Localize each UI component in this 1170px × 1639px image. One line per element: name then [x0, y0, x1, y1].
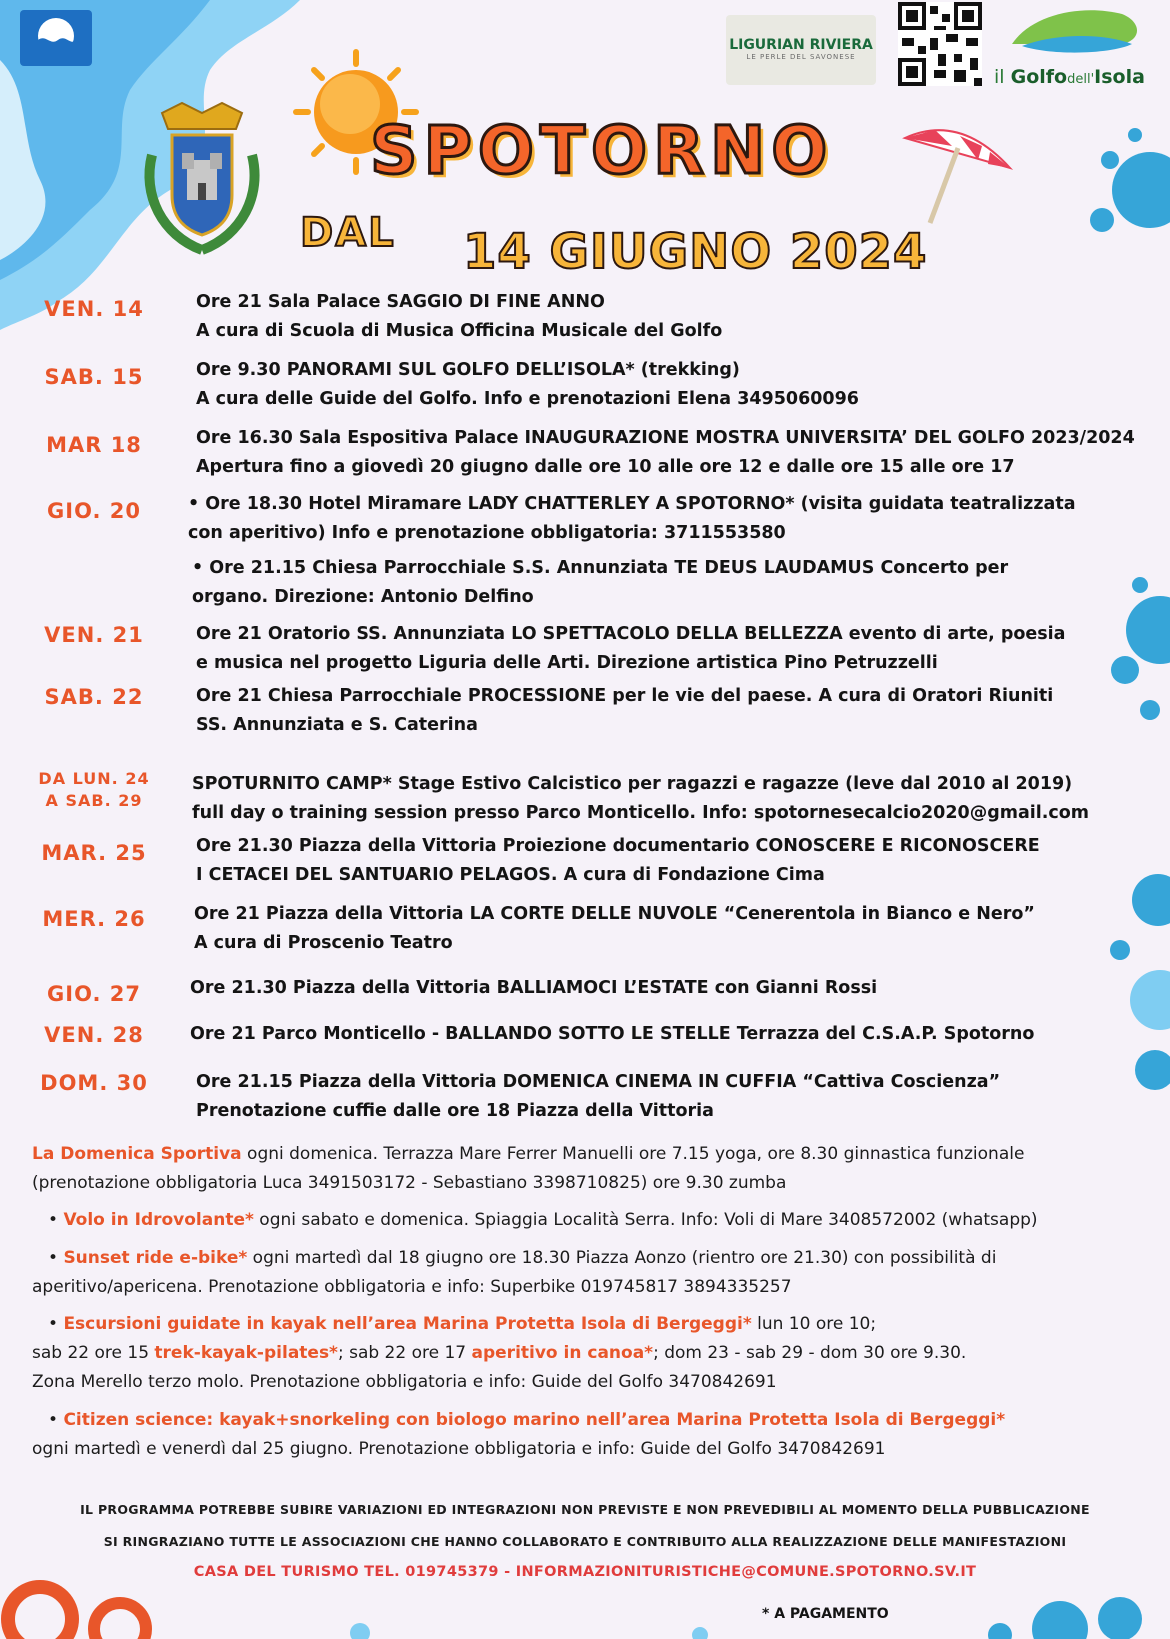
ligurian-riviera-subtitle: LE PERLE DEL SAVONESE: [746, 53, 856, 61]
sunset-info: [32, 1244, 1162, 1302]
event-description: [188, 490, 1138, 548]
event-line: Ore 21.30 Piazza della Vittoria Proiezione documentario CONOSCERE E RICONOSCERE: [196, 836, 1040, 856]
event-line: e musica nel progetto Liguria delle Arti. Direzione artistica Pino Petruzzelli: [196, 653, 938, 673]
event-day: SAB. 22: [44, 685, 144, 709]
event-description: [196, 620, 1146, 678]
page-title: SPOTORNO: [370, 112, 834, 189]
golfo-isola-logo: [992, 4, 1162, 90]
event-line: SPOTURNITO CAMP* Stage Estivo Calcistico per ragazzi e ragazze (leve dal 2010 al 2019): [192, 774, 1073, 794]
event-line: SS. Annunziata e S. Caterina: [196, 715, 478, 735]
volo-info: [48, 1206, 1170, 1235]
event-line: Ore 21.15 Piazza della Vittoria DOMENICA CINEMA IN CUFFIA “Cattiva Coscienza”: [196, 1072, 1001, 1092]
bullet-icon: •: [48, 1410, 59, 1430]
bullet-icon: •: [48, 1248, 59, 1268]
event-day: MAR 18: [46, 433, 142, 457]
event-description: [196, 288, 1146, 346]
event-line: Ore 9.30 PANORAMI SUL GOLFO DELL’ISOLA* (trekking): [196, 360, 740, 380]
citizen-title: Citizen science: kayak+snorkeling con biologo marino nell’area Marina Protetta Isola di Bergeggi*: [63, 1410, 1006, 1430]
kayak-title: Escursioni guidate in kayak nell’area Marina Protetta Isola di Bergeggi*: [63, 1314, 752, 1334]
event-line: Ore 16.30 Sala Espositiva Palace INAUGURAZIONE MOSTRA UNIVERSITA’ DEL GOLFO 2023/2024: [196, 428, 1135, 448]
blue-flag-icon: [20, 10, 92, 66]
coat-of-arms-icon: [132, 95, 272, 260]
volo-text: ogni sabato e domenica. Spiaggia Località Serra. Info: Voli di Mare 3408572002 (whatsapp): [253, 1210, 1038, 1230]
payment-note: * A PAGAMENTO: [762, 1606, 889, 1622]
event-day: GIO. 20: [47, 499, 141, 523]
event-description: [196, 682, 1146, 740]
event-day: VEN. 21: [44, 623, 144, 647]
event-line: con aperitivo) Info e prenotazione obbligatoria: 3711553580: [188, 523, 786, 543]
beach-umbrella-icon: [900, 118, 1020, 228]
event-day: DOM. 30: [40, 1071, 148, 1095]
event-line: Ore 21 Piazza della Vittoria LA CORTE DELLE NUVOLE “Cenerentola in Bianco e Nero”: [194, 904, 1035, 924]
event-line: Ore 21 Chiesa Parrocchiale PROCESSIONE per le vie del paese. A cura di Oratori Riuniti: [196, 686, 1054, 706]
golfo-logo-isola: Isola: [1094, 66, 1145, 88]
event-line: Ore 21 Oratorio SS. Annunziata LO SPETTACOLO DELLA BELLEZZA evento di arte, poesia: [196, 624, 1066, 644]
kayak-info: [32, 1310, 1162, 1397]
sunset-text: ogni martedì dal 18 giugno ore 18.30 Piazza Aonzo (rientro ore 21.30) con possibilità di: [247, 1248, 997, 1268]
golfo-logo-dell: dell': [1067, 72, 1095, 87]
sport-title: La Domenica Sportiva: [32, 1144, 242, 1164]
event-line: Apertura fino a giovedì 20 giugno dalle ore 10 alle ore 12 e dalle ore 15 alle ore 17: [196, 457, 1015, 477]
ligurian-riviera-logo: [726, 15, 876, 85]
kayak-text: lun 10 ore 10;: [751, 1314, 877, 1334]
event-description: [196, 832, 1146, 890]
event-line: Ore 21 Parco Monticello - BALLANDO SOTTO LE STELLE Terrazza del C.S.A.P. Spotorno: [190, 1024, 1035, 1044]
citizen-info: [32, 1406, 1162, 1464]
aperitivo-canoa: aperitivo in canoa*: [471, 1343, 654, 1363]
disclaimer: IL PROGRAMMA POTREBBE SUBIRE VARIAZIONI ED INTEGRAZIONI NON PREVISTE E NON PREVEDIBILI AL MOMENTO DELLA PUBBLICAZIONE: [80, 1502, 1090, 1517]
sunset-text-2: aperitivo/apericena. Prenotazione obbligatoria e info: Superbike 019745817 3894335257: [32, 1277, 792, 1297]
contact-info[interactable]: CASA DEL TURISMO TEL. 019745379 - INFORMAZIONITURISTICHE@COMUNE.SPOTORNO.SV.IT: [193, 1564, 977, 1580]
sport-text: ogni domenica. Terrazza Mare Ferrer Manuelli ore 7.15 yoga, ore 8.30 ginnastica funzionale: [241, 1144, 1025, 1164]
event-description: [196, 1068, 1146, 1126]
golfo-logo-golfo: Golfo: [1010, 66, 1068, 88]
kayak-text-3: Zona Merello terzo molo. Prenotazione obbligatoria e info: Guide del Golfo 3470842691: [32, 1372, 777, 1392]
sport-text-2: (prenotazione obbligatoria Luca 3491503172 - Sebastiano 3398710825) ore 9.30 zumba: [32, 1173, 787, 1193]
event-line: A cura delle Guide del Golfo. Info e prenotazioni Elena 3495060096: [196, 389, 859, 409]
event-line: A cura di Scuola di Musica Officina Musicale del Golfo: [196, 321, 723, 341]
event-line: A cura di Proscenio Teatro: [194, 933, 453, 953]
kayak-pilates-link: trek-kayak-pilates*: [154, 1343, 338, 1363]
event-day: VEN. 28: [44, 1023, 144, 1047]
event-description: [194, 900, 1144, 958]
title-dal: DAL: [300, 210, 396, 256]
qr-code-icon[interactable]: [898, 2, 982, 86]
event-line: I CETACEI DEL SANTUARIO PELAGOS. A cura di Fondazione Cima: [196, 865, 825, 885]
event-day: MAR. 25: [41, 841, 147, 865]
title-date: 14 GIUGNO 2024: [463, 224, 928, 280]
golfo-logo-il: il: [994, 66, 1011, 88]
sunset-title: Sunset ride e-bike*: [63, 1248, 248, 1268]
event-day: MER. 26: [42, 907, 146, 931]
blue-flag-logo: [20, 10, 92, 66]
event-description: [196, 356, 1146, 414]
event-line: Ore 21 Sala Palace SAGGIO DI FINE ANNO: [196, 292, 605, 312]
event-line: Prenotazione cuffie dalle ore 18 Piazza della Vittoria: [196, 1101, 714, 1121]
event-line: • Ore 18.30 Hotel Miramare LADY CHATTERLEY A SPOTORNO* (visita guidata teatralizzata: [188, 494, 1076, 514]
event-line: organo. Direzione: Antonio Delfino: [192, 587, 534, 607]
kayak-text-2c: ; sab 22 ore 17: [337, 1343, 472, 1363]
event-description: [190, 974, 1140, 1003]
kayak-text-2e: ; dom 23 - sab 29 - dom 30 ore 9.30.: [653, 1343, 967, 1363]
thanks: SI RINGRAZIANO TUTTE LE ASSOCIAZIONI CHE HANNO COLLABORATO E CONTRIBUITO ALLA REALIZZAZIONE DELLE MANIFESTAZIONI: [103, 1534, 1067, 1549]
ligurian-riviera-text: LIGURIAN RIVIERA: [729, 37, 873, 53]
paint-splash-decoration: [1080, 120, 1170, 260]
event-description: [192, 554, 1142, 612]
sport-info: [32, 1140, 1162, 1198]
event-line: Ore 21.30 Piazza della Vittoria BALLIAMOCI L’ESTATE con Gianni Rossi: [190, 978, 878, 998]
event-line: • Ore 21.15 Chiesa Parrocchiale S.S. Annunziata TE DEUS LAUDAMUS Concerto per: [192, 558, 1009, 578]
event-description: [192, 770, 1142, 828]
bullet-icon: •: [48, 1314, 59, 1334]
kayak-text-2a: sab 22 ore 15: [32, 1343, 155, 1363]
event-description: [196, 424, 1146, 482]
volo-title: Volo in Idrovolante*: [63, 1210, 254, 1230]
island-icon: [992, 4, 1162, 64]
bullet-icon: •: [48, 1210, 59, 1230]
event-description: [190, 1020, 1140, 1049]
event-day: SAB. 15: [44, 365, 144, 389]
event-day: VEN. 14: [44, 297, 144, 321]
event-line: full day o training session presso Parco Monticello. Info: spotornesecalcio2020@gmail.com: [192, 803, 1090, 823]
bottom-splash-decoration: [0, 1549, 1170, 1639]
citizen-text: ogni martedì e venerdì dal 25 giugno. Prenotazione obbligatoria e info: Guide del Golfo 3470842691: [32, 1439, 886, 1459]
event-day: GIO. 27: [47, 982, 141, 1006]
event-day: DA LUN. 24 A SAB. 29: [38, 769, 150, 810]
